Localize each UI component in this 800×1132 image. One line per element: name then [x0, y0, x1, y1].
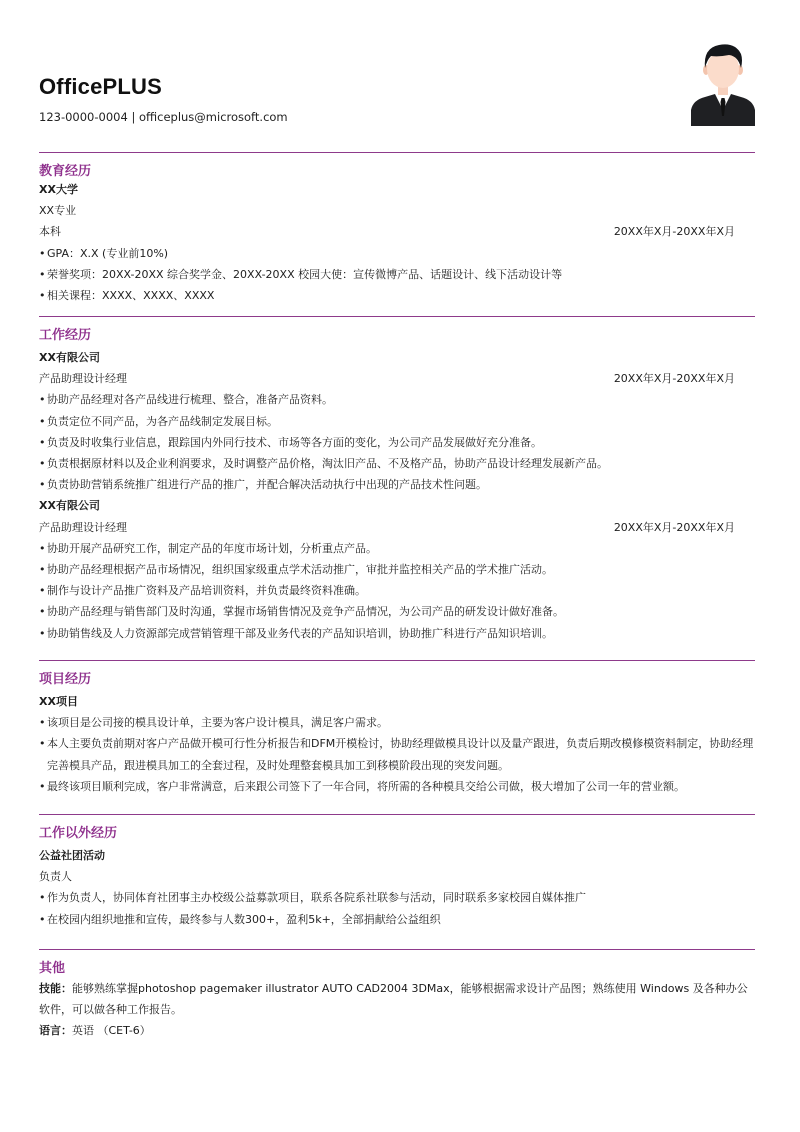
date-range: 20XX年X月-20XX年X月	[613, 372, 735, 386]
section-divider	[39, 660, 755, 661]
role-row	[39, 517, 755, 538]
list-item: • 协助产品经理根据产品市场情况，组织国家级重点学术活动推广，审批并监控相关产品的学术推广活动。	[39, 559, 755, 580]
company-name: XX有限公司	[39, 351, 100, 364]
section-divider	[39, 949, 755, 950]
section-title: 工作经历	[39, 328, 92, 343]
major: XX专业	[39, 204, 77, 218]
job-role: 产品助理设计经理	[39, 372, 127, 386]
language-label: 语言：	[39, 1024, 72, 1038]
education-section	[39, 152, 755, 306]
contact-info: 123-0000-0004 | officeplus@microsoft.com	[39, 110, 288, 124]
list-item: • 作为负责人，协同体育社团事主办校级公益募款项目，联系各院系社联参与活动，同时联系多家校园自媒体推广	[39, 887, 755, 908]
list-item: • 协助产品经理与销售部门及时沟通，掌握市场销售情况及竞争产品情况，为公司产品的研发设计做好准备。	[39, 601, 755, 622]
language-text: 英语 （CET-6）	[72, 1024, 151, 1038]
list-item: • 制作与设计产品推广资料及产品培训资料，并负责最终资料准确。	[39, 580, 755, 601]
list-item: • 协助产品经理对各产品线进行梳理、整合，准备产品资料。	[39, 389, 755, 410]
project-name: XX项目	[39, 695, 78, 708]
list-item: • 相关课程：XXXX、XXXX、XXXX	[39, 285, 755, 306]
list-item: • 该项目是公司接的模具设计单，主要为客户设计模具，满足客户需求。	[39, 712, 755, 733]
section-title: 其他	[39, 961, 66, 976]
job-role: 产品助理设计经理	[39, 520, 127, 534]
person-avatar-icon	[691, 40, 755, 126]
other-section	[39, 949, 755, 1042]
list-item: • 负责定位不同产品，为各产品线制定发展目标。	[39, 411, 755, 432]
degree: 本科	[39, 225, 61, 239]
candidate-name: OfficePLUS	[39, 74, 163, 99]
school-name: XX大学	[39, 183, 78, 196]
activity-name: 公益社团活动	[39, 849, 105, 862]
section-title: 教育经历	[39, 164, 92, 179]
list-item: • 最终该项目顺利完成，客户非常满意，后来跟公司签下了一年合同，将所需的各种模具交给公司做，极大增加了公司一年的营业额。	[39, 776, 755, 797]
section-divider	[39, 316, 755, 317]
skills-text: 能够熟练掌握photoshop pagemaker illustrator AUTO CAD2004 3DMax，能够根据需求设计产品图；熟练使用 Windows 及各种办公软件，可以做各种工作报告。	[39, 982, 748, 1017]
list-item: • 协助开展产品研究工作，制定产品的年度市场计划，分析重点产品。	[39, 538, 755, 559]
activity-role: 负责人	[39, 870, 72, 884]
date-range: 20XX年X月-20XX年X月	[613, 225, 735, 239]
list-item: • 本人主要负责前期对客户产品做开模可行性分析报告和DFM开模检讨，协助经理做模具设计以及量产跟进，负责后期改模修模资料制定，协助经理完善模具产品，跟进模具加工的全套过程，及时处理整套模具加工到移模阶段出现的突发问题。	[39, 733, 755, 775]
skills-row	[39, 978, 755, 1020]
section-title: 项目经历	[39, 672, 92, 687]
section-title: 工作以外经历	[39, 826, 118, 841]
section-divider	[39, 814, 755, 815]
role-row	[39, 368, 755, 389]
list-item: • 荣誉奖项：20XX-20XX 综合奖学金、20XX-20XX 校园大使：宣传微博产品、话题设计、线下活动设计等	[39, 264, 755, 285]
language-row	[39, 1020, 755, 1041]
company-name: XX有限公司	[39, 499, 100, 513]
list-item: • 负责根据原材料以及企业利润要求，及时调整产品价格，淘汰旧产品、不及格产品，协助产品设计经理发展新产品。	[39, 453, 755, 474]
degree-row	[39, 221, 755, 242]
list-item: • 负责协助营销系统推广组进行产品的推广，并配合解决活动执行中出现的产品技术性问题。	[39, 474, 755, 495]
project-section	[39, 660, 755, 797]
skills-label: 技能：	[39, 982, 72, 995]
date-range: 20XX年X月-20XX年X月	[613, 520, 735, 534]
list-item: • GPA：X.X (专业前10%)	[39, 243, 755, 264]
list-item: • 协助销售线及人力资源部完成营销管理干部及业务代表的产品知识培训，协助推广科进行产品知识培训。	[39, 623, 755, 644]
work-section	[39, 316, 755, 644]
list-item: • 负责及时收集行业信息，跟踪国内外同行技术、市场等各方面的变化，为公司产品发展做好充分准备。	[39, 432, 755, 453]
section-divider	[39, 152, 755, 153]
extra-section	[39, 814, 755, 930]
list-item: • 在校园内组织地推和宣传，最终参与人数300+，盈利5k+，全部捐献给公益组织	[39, 909, 755, 930]
